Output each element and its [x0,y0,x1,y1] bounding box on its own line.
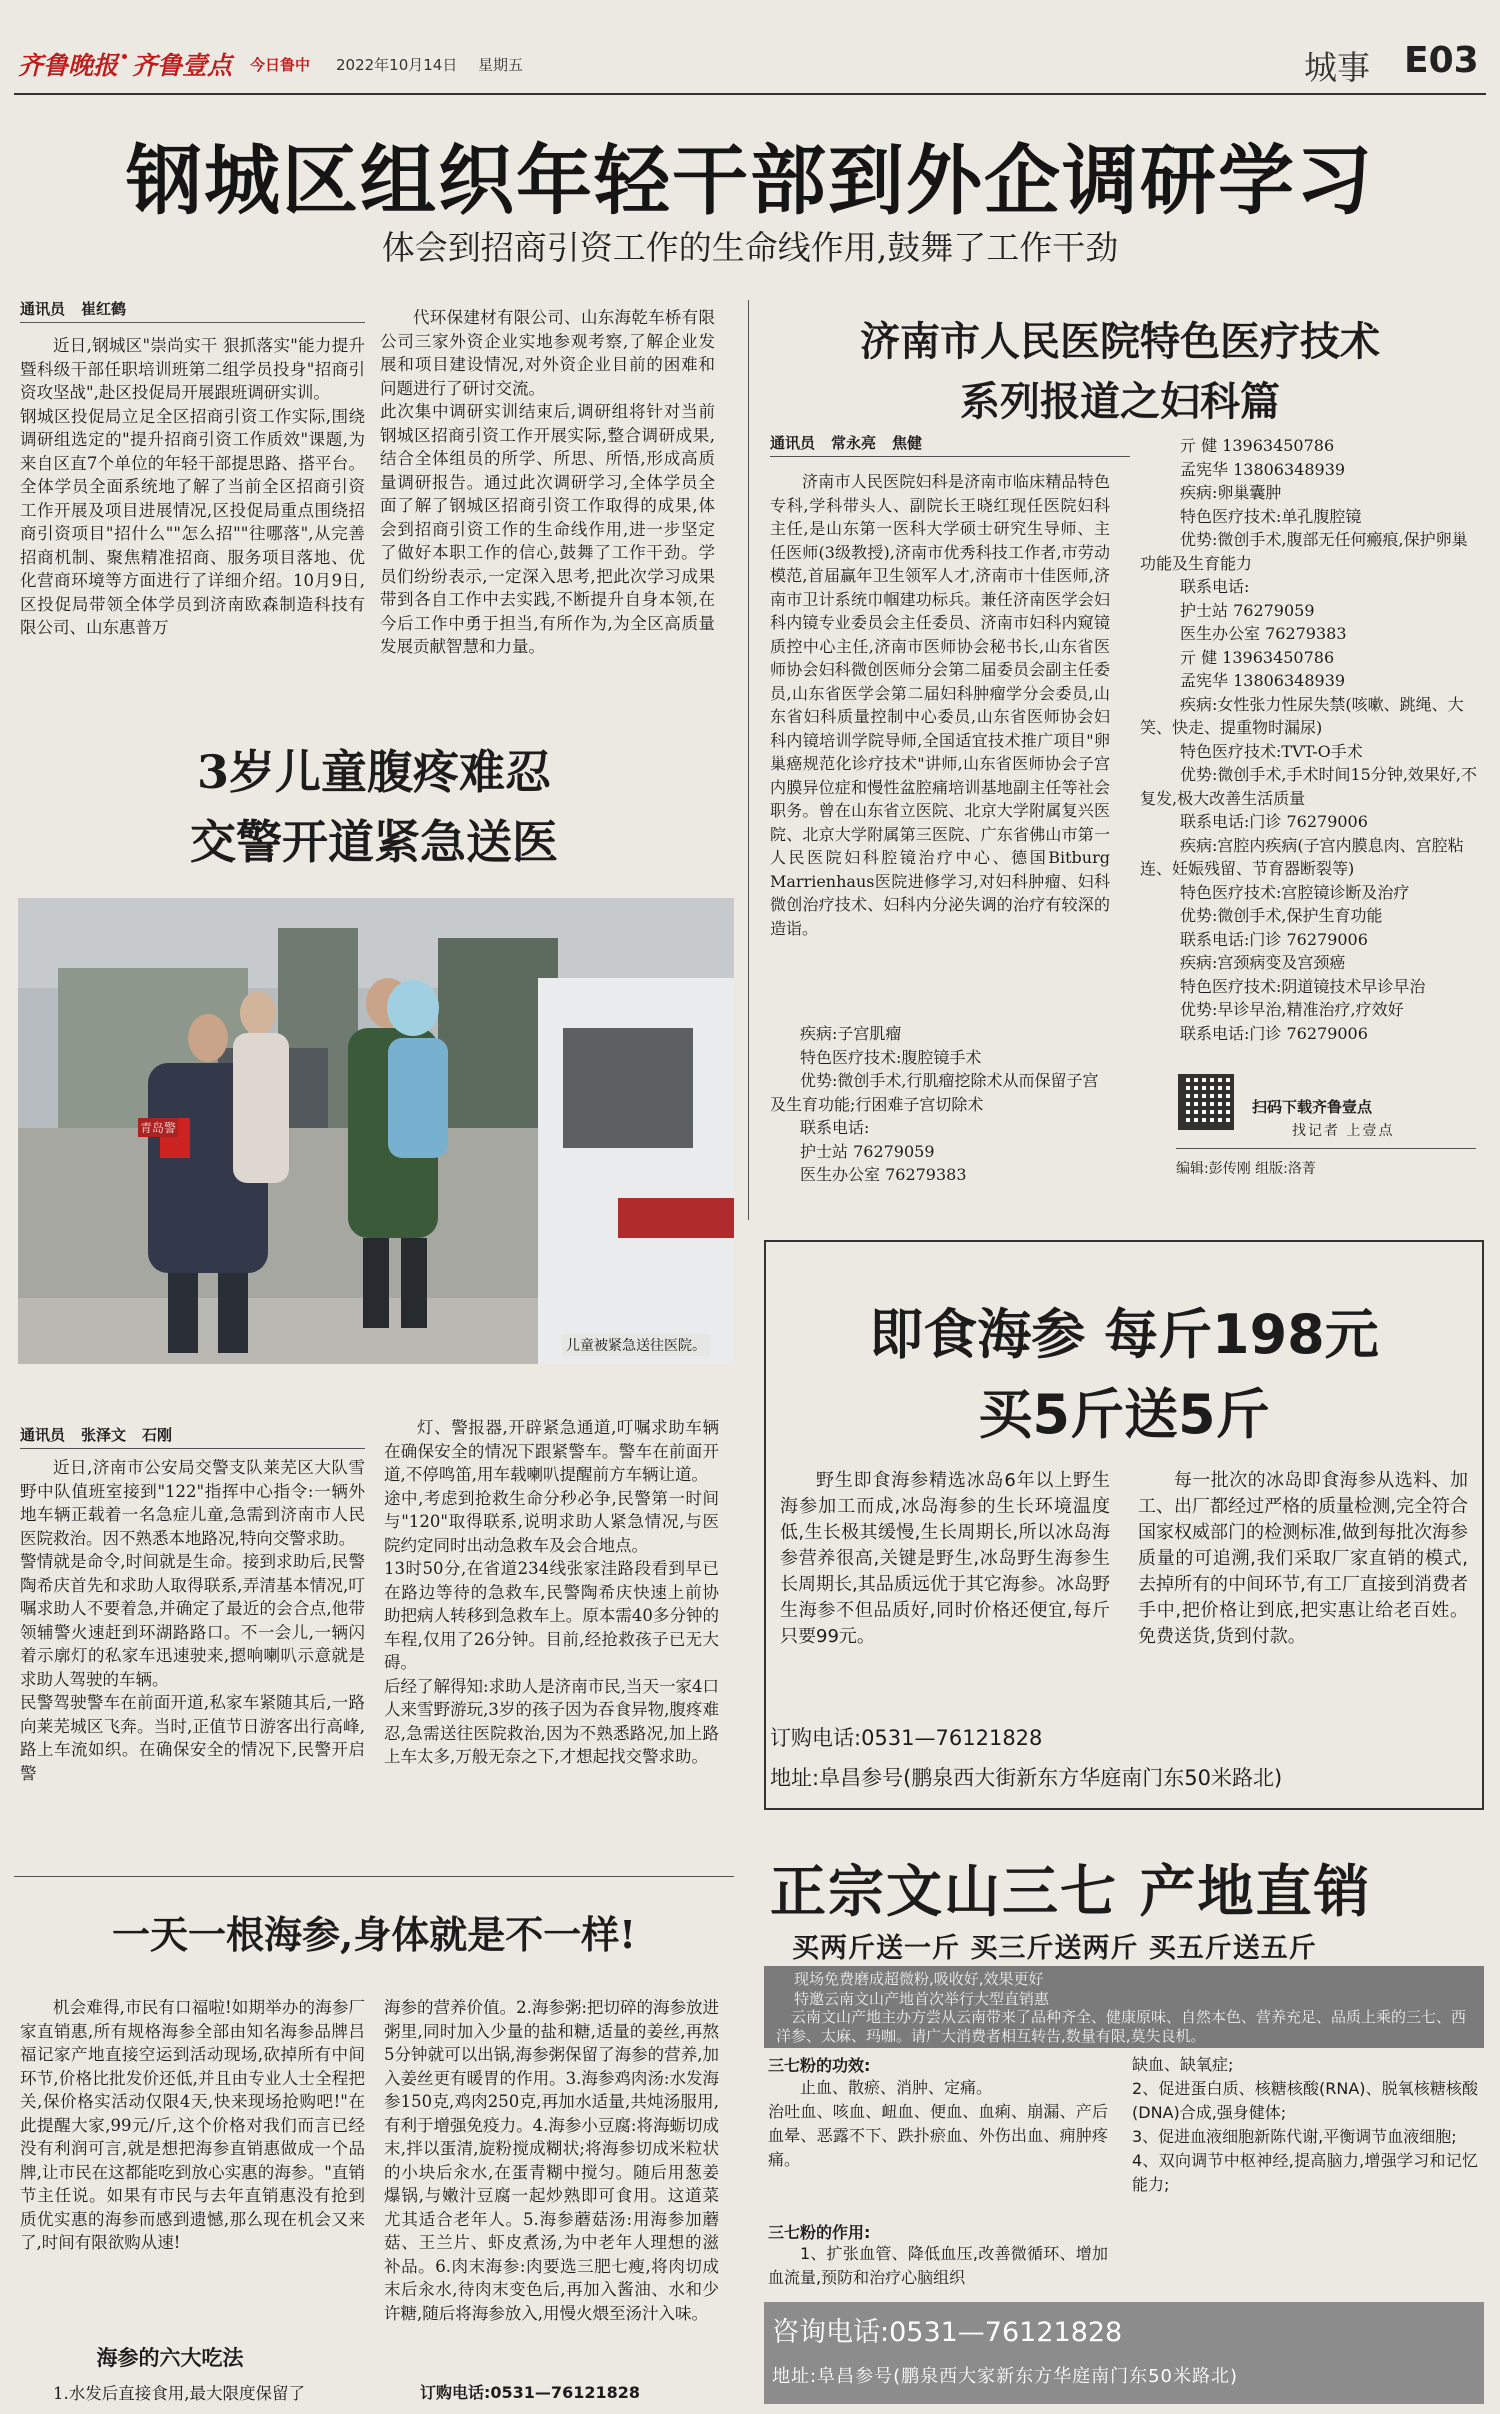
child-col2: 灯、警报器,开辟紧急通道,叮嘱求助车辆在确保安全的情况下跟紧警车。警车在前面开道,不停鸣笛,用车载喇叭提醒前方车辆让道。 途中,考虑到抢救生命分秒必争,民警第一时间与"120"取得联系,说明求助人紧急情况,与医院约定同时出动急救车及会合地点。 13时50分,在省道234线张家洼路段看到早已在路边等待的急救车,民警陶希庆快速上前协助把病人转移到急救车上。原本需40多分钟的车程,仅用了26分钟。目前,经抢救孩子已无大碍。 后经了解得知:求助人是济南市民,当天一家4口人来雪野游玩,3岁的孩子因为吞食异物,腹疼难忍,急需送往医院救治,因为不熟悉路况,加上路上车太多,万般无奈之下,才想起找交警求助。 [384,1418,719,1766]
lead-byline [20,298,365,323]
ad-seacucumber-col1: 野生即食海参精选冰岛6年以上野生海参加工而成,冰岛海参的生长环境温度低,生长极其缓慢,生长周期长,所以冰岛海参营养很高,关键是野生,冰岛野生海参生长周期长,其品质远优于其它海参。冰岛野生海参不但品质好,同时价格还便宜,每斤只要99元。 [780,1470,1110,1647]
spec-line: 孟宪华 13806348939 [1180,459,1346,479]
ad-seacucumber-address: 地址:阜昌参号(鹏泉西大街新东方华庭南门东50米路北) [770,1766,1283,1790]
byline-name-1: 常永亮 [831,434,877,452]
spec-line: 特色医疗技术:单孔腹腔镜 [1180,506,1362,526]
ad-seacucumber-col2: 每一批次的冰岛即食海参从选料、加工、出厂都经过严格的质量检测,完全符合国家权威部门的检测标准,做到每批次海参质量的可追溯,我们采取厂家直销的模式,去掉所有的中间环节,有工厂直接到消费者手中,把价格让到底,把实惠让给老百姓。免费送货,货到付款。 [1138,1470,1468,1647]
brand-separator [122,54,127,59]
brand-logo-qilu-evening: 齐鲁晚报 [18,51,119,80]
spec-line: 优势:微创手术,保护生育功能 [1180,906,1383,925]
spec-line: 亓 健 13963450786 [1180,647,1335,667]
spec-line: 疾病:子宫肌瘤 [800,1024,902,1043]
spec-line: 特色医疗技术:阴道镜技术早诊早治 [1180,976,1426,996]
banner-line-2: 特邀云南文山产地首次举行大型直销惠 [794,1990,1050,2008]
hospital-headline-1: 济南市人民医院特色医疗技术 [860,318,1380,365]
photo-badge: 青岛警 [138,1118,178,1137]
ad-sanqi-use-title: 三七粉的作用: [768,2223,871,2242]
editor-credit: 编辑:彭传刚 组版:洛菁 [1176,1161,1316,1177]
lead-col2: 代环保建材有限公司、山东海乾车桥有限公司三家外资企业实地参观考察,了解企业发展和项目建设情况,对外资企业目前的困难和问题进行了研讨交流。 此次集中调研实训结束后,调研组将针对当前钢城区招商引资工作开展实际,整合调研成果,结合全体组员的所学、所思、所悟,形成高质量调研报告。通过此次调研学习,全体学员全面了解了钢城区招商引资工作取得的成果,体会到招商引资工作的生命线作用,进一步坚定了做好本职工作的信心,鼓舞了工作干劲。学员们纷纷表示,一定深入思考,把此次学习成果带到各自工作中去实践,不断提升自身本领,在今后工作中勇于担当,有所作为,为全区高质量发展贡献智慧和力量。 [380,308,715,656]
byline-role: 通讯员 [20,1426,66,1444]
column-divider-top [748,300,749,1220]
hospital-byline [770,432,1130,457]
ad-sanqi-address: 地址:阜昌参号(鹏泉西大家新东方华庭南门东50米路北) [772,2366,1239,2387]
ad-seacucumber-box [764,1240,1484,1810]
ad-seacucumber-headline-2: 买5斤送5斤 [978,1383,1270,1446]
spec-line: 特色医疗技术:TVT-O手术 [1180,741,1363,761]
byline-name-2: 石刚 [142,1426,173,1444]
child-headline-2: 交警开道紧急送医 [190,815,558,869]
ad-sanqi-func-left: 止血、散瘀、消肿、定痛。 治吐血、咳血、衄血、便血、血痢、崩漏、产后血晕、恶露不下、跌扑瘀血、外伤出血、痈肿疼痛。 [768,2078,1108,2169]
spec-line: 亓 健 13963450786 [1180,436,1335,455]
hospital-col1-list [770,1022,1110,1187]
hospital-headline-2: 系列报道之妇科篇 [960,378,1280,425]
spec-line: 疾病:宫颈病变及宫颈癌 [1180,953,1346,972]
spec-line: 联系电话:门诊 76279006 [1180,929,1368,949]
page-number: E03 [1404,40,1479,81]
spec-line: 疾病:卵巢囊肿 [1180,483,1282,502]
spec-line: 护士站 76279059 [800,1141,935,1161]
story-phone: 订购电话:0531—76121828 [420,2383,640,2402]
ad-seacucumber-headline-1: 即食海参 每斤198元 [869,1303,1379,1366]
spec-line: 医生办公室 76279383 [800,1165,967,1184]
photo-illustration [18,898,734,1364]
ad-sanqi-use-left: 1、扩张血管、降低血压,改善微循环、增加血流量,预防和治疗心脑组织 [768,2244,1108,2287]
byline-name-1: 张泽文 [81,1426,127,1444]
brand-today-luzhong: 今日鲁中 [250,56,311,74]
byline-role: 通讯员 [770,434,816,452]
section-rule [14,1876,734,1877]
hospital-col1: 济南市人民医院妇科是济南市临床精品特色专科,学科带头人、副院长王晓红现任医院妇科主任,是山东第一医科大学硕士研究生导师、主任医师(3级教授),济南市优秀科技工作者,市劳动模范,首届赢年卫生领军人才,济南市十佳医师,济南市卫计系统巾帼建功标兵。兼任济南医学会妇科内镜专业委员会主任委员、济南市妇科内窥镜质控中心主任,济南市医师协会秘书长,山东省医师协会妇科微创医师分会第二届委员会副主任委员,山东省医学会第二届妇科肿瘤学分会委员,山东省妇科质量控制中心委员,山东省医师协会妇科内镜培训学院导师,全国适宜技术推广项目"卵巢癌规范化诊疗技术"讲师,山东省医师协会子宫内膜异位症和慢性盆腔痛培训基地副主任等社会职务。曾在山东省立医院、北京大学附属复兴医院、北京大学附属第三医院、广东省佛山市第一人民医院妇科腔镜治疗中心、德国Bitburg Marrienhaus医院进修学习,对妇科肿瘤、妇科微创治疗技术、妇科内分泌失调的治疗有较深的造诣。 [770,472,1110,938]
brand-logo-qilu-yidian: 齐鲁壹点 [132,51,233,80]
qr-code-icon[interactable] [1178,1074,1234,1130]
spec-line: 联系电话:门诊 76279006 [1180,812,1368,831]
spec-line: 联系电话: [800,1118,870,1137]
ad-sanqi-phone: 咨询电话:0531—76121828 [772,2317,1123,2348]
photo-caption: 儿童被紧急送往医院。 [562,1334,710,1356]
story-headline: 一天一根海参,身体就是不一样! [112,1912,636,1957]
ad-sanqi-footer [764,2302,1484,2404]
spec-line: 优势:微创手术,腹部无任何瘢痕,保护卵巢功能及生育能力 [1140,530,1468,573]
child-col1: 近日,济南市公安局交警支队莱芜区大队雪野中队值班室接到"122"指挥中心指令:一辆外地车辆正载着一名急症儿童,急需到济南市人民医院救治。因不熟悉本地路况,特向交警求助。 警情就是命令,时间就是生命。接到求助后,民警陶希庆首先和求助人取得联系,弄清基本情况,叮嘱求助人不要着急,并确定了最近的会合点,他带领辅警火速赶到环湖路路口。不一会儿,一辆闪着示廓灯的私家车迅速驶来,摁响喇叭示意就是求助人驾驶的车辆。 民警驾驶警车在前面开道,私家车紧随其后,一路向莱芜城区飞奔。当时,正值节日游客出行高峰,路上车流如织。在确保安全的情况下,民警开启警 [20,1458,365,1783]
masthead [14,40,1486,92]
spec-line: 疾病:女性张力性尿失禁(咳嗽、跳绳、大笑、快走、提重物时漏尿) [1140,694,1464,737]
spec-line: 护士站 76279059 [1180,600,1315,620]
story-col2: 海参的营养价值。2.海参粥:把切碎的海参放进粥里,同时加入少量的盐和糖,适量的姜丝,再熬5分钟就可以出锅,海参粥保留了海参的营养,加入姜丝更有暖胃的作用。3.海参鸡肉汤:水发海参150克,鸡肉250克,再加水适量,共炖汤服用,有利于增强免疫力。4.海参小豆腐:将海蛎切成末,拌以蛋清,旋粉搅成糊状;将海参切成米粒状的小块后汆水,在蛋青糊中搅匀。随后用葱姜爆锅,与嫩汁豆腐一起炒熟即可食用。这道菜尤其适合老年人。5.海参蘑菇汤:用海参加蘑菇、王兰片、虾皮煮汤,为中老年人理想的滋补品。6.肉末海参:肉要选三肥七瘦,将肉切成末后汆水,待肉末变色后,再加入酱油、水和少许糖,随后将海参放入,用慢火煨至汤汁入味。 [384,1998,719,2323]
ad-sanqi-promo: 买两斤送一斤 买三斤送两斤 买五斤送五斤 [792,1933,1317,1964]
byline-role: 通讯员 [20,300,66,318]
spec-line: 特色医疗技术:腹腔镜手术 [800,1047,982,1067]
ad-seacucumber-phone: 订购电话:0531—76121828 [770,1726,1043,1750]
spec-line: 医生办公室 76279383 [1180,624,1347,643]
ad-sanqi-func-right: 缺血、缺氧症; 2、促进蛋白质、核糖核酸(RNA)、脱氧核糖核酸(DNA)合成,强身健体; 3、促进血液细胞新陈代谢,平衡调节血液细胞; 4、双向调节中枢神经,提高脑力,增强学习和记忆能力; [1132,2055,1478,2194]
issue-date: 2022年10月14日 [336,56,458,74]
banner-line-3: 云南文山产地主办方尝从云南带来了品种齐全、健康原味、自然本色、营养充足、品质上乘的三七、西洋参、太麻、玛咖。请广大消费者相互转告,数量有限,莫失良机。 [776,2008,1467,2045]
spec-line: 联系电话:门诊 76279006 [1180,1023,1368,1043]
lead-subhead: 体会到招商引资工作的生命线作用,鼓舞了工作干劲 [381,228,1119,267]
story-col1-tail: 1.水发后直接食用,最大限度保留了 [53,2384,305,2403]
ad-sanqi-headline: 正宗文山三七 产地直销 [770,1860,1372,1925]
hospital-col2-list [1140,434,1480,1045]
ad-sanqi-func-title: 三七粉的功效: [768,2056,871,2075]
child-byline [20,1424,365,1449]
spec-line: 特色医疗技术:宫腔镜诊断及治疗 [1180,882,1410,902]
spec-line: 疾病:宫腔内疾病(子宫内膜息肉、宫腔粘连、妊娠残留、节育器断裂等) [1140,835,1464,878]
spec-line: 优势:微创手术,行肌瘤挖除术从而保留子宫及生育功能;行困难子宫切除术 [770,1071,1099,1114]
masthead-rule [14,93,1486,95]
spec-line: 优势:微创手术,手术时间15分钟,效果好,不复发,极大改善生活质量 [1140,765,1478,808]
byline-name-2: 焦健 [892,434,923,452]
ad-sanqi-box [764,1836,1484,2406]
qr-caption-2: 找记者 上壹点 [1292,1123,1395,1139]
banner-line-1: 现场免费磨成超微粉,吸收好,效果更好 [794,1970,1044,1988]
byline-name: 崔红鹤 [81,300,127,318]
section-name: 城事 [1304,48,1370,87]
child-photo [18,898,734,1364]
story-subhead: 海参的六大吃法 [96,2345,244,2370]
issue-weekday: 星期五 [478,56,524,74]
lead-col1: 近日,钢城区"崇尚实干 狠抓落实"能力提升暨科级干部任职培训班第二组学员投身"招商引资攻坚战",赴区投促局开展跟班调研实训。 钢城区投促局立足全区招商引资工作实际,围绕调研组选定的"提升招商引资工作质效"课题,为来自区直7个单位的年轻干部提思路、搭平台。全体学员全面系统地了解了当前全区招商引资工作开展及项目进展情况,区投促局重点围绕招商引资项目"招什么""怎么招""往哪落",从完善招商机制、聚焦精准招商、服务项目落地、优化营商环境等方面进行了详细介绍。10月9日,区投促局带领全体学员到济南欧森制造科技有限公司、山东惠普万 [20,336,365,637]
story-col1: 机会难得,市民有口福啦!如期举办的海参厂家直销惠,所有规格海参全部由知名海参品牌吕福记家产地直接空运到活动现场,砍掉所有中间环节,价格比批发价还低,并且由专业人士全程把关,保价格实活动仅限4天,快来现场抢购吧!"在此提醒大家,99元/斤,这个价格对我们而言已经没有利润可言,就是想把海参直销惠做成一个品牌,让市民在这都能吃到放心实惠的海参。"直销节主任说。如果有市民与去年直销惠没有抢到质优实惠的海参而感到遗憾,那么现在机会又来了,时间有限欲购从速! [20,1998,365,2252]
lead-headline: 钢城区组织年轻干部到外企调研学习 [126,136,1374,225]
spec-line: 孟宪华 13806348939 [1180,671,1346,690]
qr-caption-1: 扫码下载齐鲁壹点 [1252,1098,1373,1116]
spec-line: 优势:早诊早治,精准治疗,疗效好 [1180,1000,1404,1019]
ad-sanqi-banner [764,1966,1484,2048]
spec-line: 联系电话: [1180,577,1250,596]
editor-rule [1176,1148,1476,1149]
child-headline-1: 3岁儿童腹疼难忍 [196,745,551,799]
